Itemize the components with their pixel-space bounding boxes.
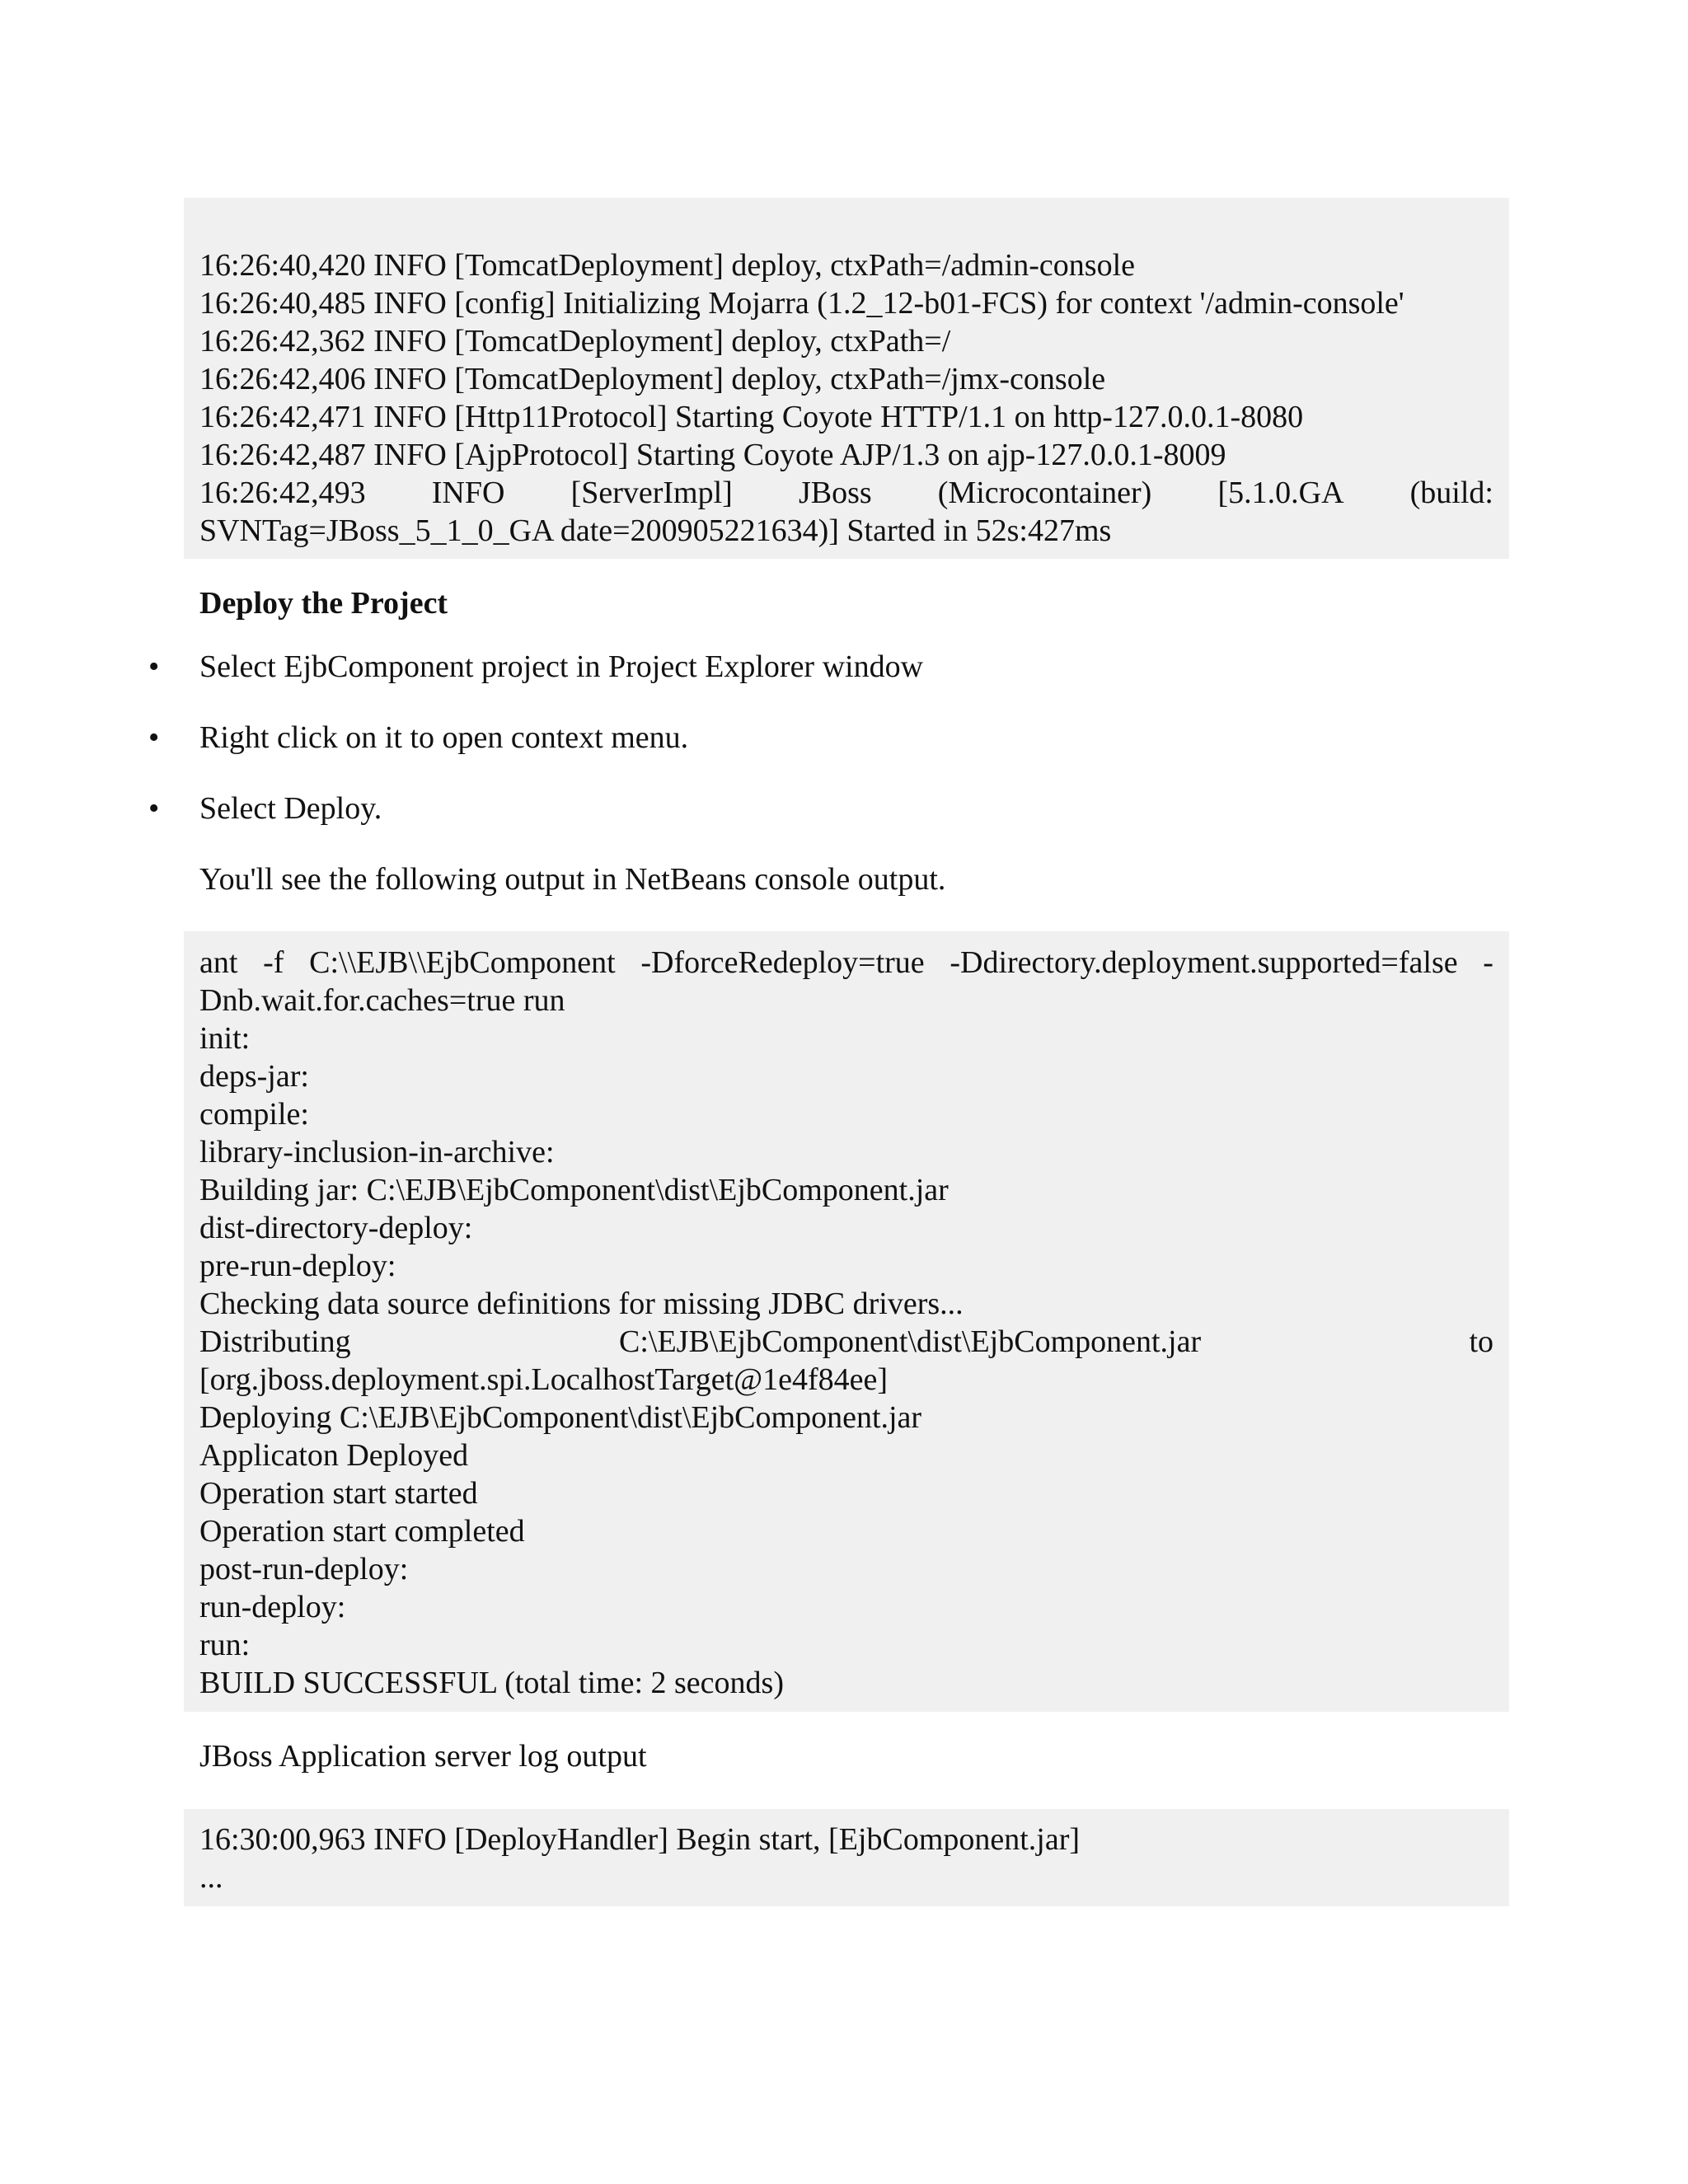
console-word: -f <box>263 945 284 980</box>
log-line: 16:26:42,471 INFO [Http11Protocol] Starting Coyote HTTP/1.1 on http-127.0.0.1-8080 <box>199 400 1304 434</box>
console-line: compile: <box>199 1097 309 1132</box>
section-heading: Deploy the Project <box>199 586 448 621</box>
console-line: library-inclusion-in-archive: <box>199 1135 555 1169</box>
log-word: [5.1.0.GA <box>1217 476 1344 510</box>
console-line: run-deploy: <box>199 1590 346 1624</box>
log-word: [ServerImpl] <box>570 476 733 510</box>
console-line: Operation start started <box>199 1476 478 1511</box>
log-line: 16:26:42,487 INFO [AjpProtocol] Starting Coyote AJP/1.3 on ajp-127.0.0.1-8009 <box>199 438 1226 472</box>
console-line: pre-run-deploy: <box>199 1249 396 1283</box>
list-item-text: Select Deploy. <box>199 791 382 826</box>
console-line: [org.jboss.deployment.spi.LocalhostTarget@1e4f84ee] <box>199 1362 889 1397</box>
bullet-icon: • <box>148 720 160 755</box>
console-word: C:\EJB\EjbComponent\dist\EjbComponent.jar <box>618 1324 1202 1359</box>
console-line: Building jar: C:\EJB\EjbComponent\dist\EjbComponent.jar <box>199 1173 949 1207</box>
console-line: Checking data source definitions for missing JDBC drivers... <box>199 1286 964 1321</box>
console-word: -Ddirectory.deployment.supported=false <box>950 945 1458 980</box>
log-line: ... <box>199 1860 223 1895</box>
bullet-icon: • <box>148 649 160 684</box>
log-line-justified <box>199 474 1493 512</box>
log-line: 16:26:40,420 INFO [TomcatDeployment] deploy, ctxPath=/admin-console <box>199 248 1135 283</box>
console-word: to <box>1469 1324 1493 1359</box>
bullet-icon: • <box>148 791 160 826</box>
console-line: Deploying C:\EJB\EjbComponent\dist\EjbComponent.jar <box>199 1400 922 1435</box>
log-line: 16:26:42,406 INFO [TomcatDeployment] deploy, ctxPath=/jmx-console <box>199 362 1106 396</box>
console-line: Applicaton Deployed <box>199 1438 469 1473</box>
log-line: SVNTag=JBoss_5_1_0_GA date=200905221634)] Started in 52s:427ms <box>199 513 1112 548</box>
log-line: 16:30:00,963 INFO [DeployHandler] Begin start, [EjbComponent.jar] <box>199 1822 1081 1857</box>
server-log-block <box>184 1809 1509 1906</box>
console-line: init: <box>199 1021 251 1056</box>
console-word: Distributing <box>199 1324 351 1359</box>
console-word: C:\\EJB\\EjbComponent <box>309 945 616 980</box>
console-line: Operation start completed <box>199 1514 525 1549</box>
list-item-text: Select EjbComponent project in Project Explorer window <box>199 649 924 684</box>
console-line: post-run-deploy: <box>199 1552 409 1586</box>
log-word: (Microcontainer) <box>937 476 1152 510</box>
log-word: JBoss <box>798 476 872 510</box>
console-line: run: <box>199 1628 251 1662</box>
console-line: BUILD SUCCESSFUL (total time: 2 seconds) <box>199 1666 784 1700</box>
log-word: INFO <box>431 476 505 510</box>
console-word: - <box>1483 945 1493 980</box>
log-line: 16:26:40,485 INFO [config] Initializing Mojarra (1.2_12-b01-FCS) for context '/admin-console' <box>199 286 1404 321</box>
console-line: dist-directory-deploy: <box>199 1211 473 1245</box>
console-line-justified <box>199 944 1493 982</box>
list-item-text: Right click on it to open context menu. <box>199 720 689 755</box>
console-line-justified <box>199 1323 1493 1361</box>
console-output-intro: You'll see the following output in NetBeans console output. <box>199 862 946 897</box>
server-log-intro: JBoss Application server log output <box>199 1739 647 1774</box>
log-line: 16:26:42,362 INFO [TomcatDeployment] deploy, ctxPath=/ <box>199 324 951 359</box>
console-word: -DforceRedeploy=true <box>640 945 925 980</box>
console-line: deps-jar: <box>199 1059 309 1094</box>
log-word: 16:26:42,493 <box>199 476 366 510</box>
jboss-startup-log-block <box>184 198 1509 559</box>
console-word: ant <box>199 945 238 980</box>
console-line: Dnb.wait.for.caches=true run <box>199 983 565 1018</box>
log-word: (build: <box>1409 476 1493 510</box>
netbeans-console-output-block <box>184 931 1509 1712</box>
